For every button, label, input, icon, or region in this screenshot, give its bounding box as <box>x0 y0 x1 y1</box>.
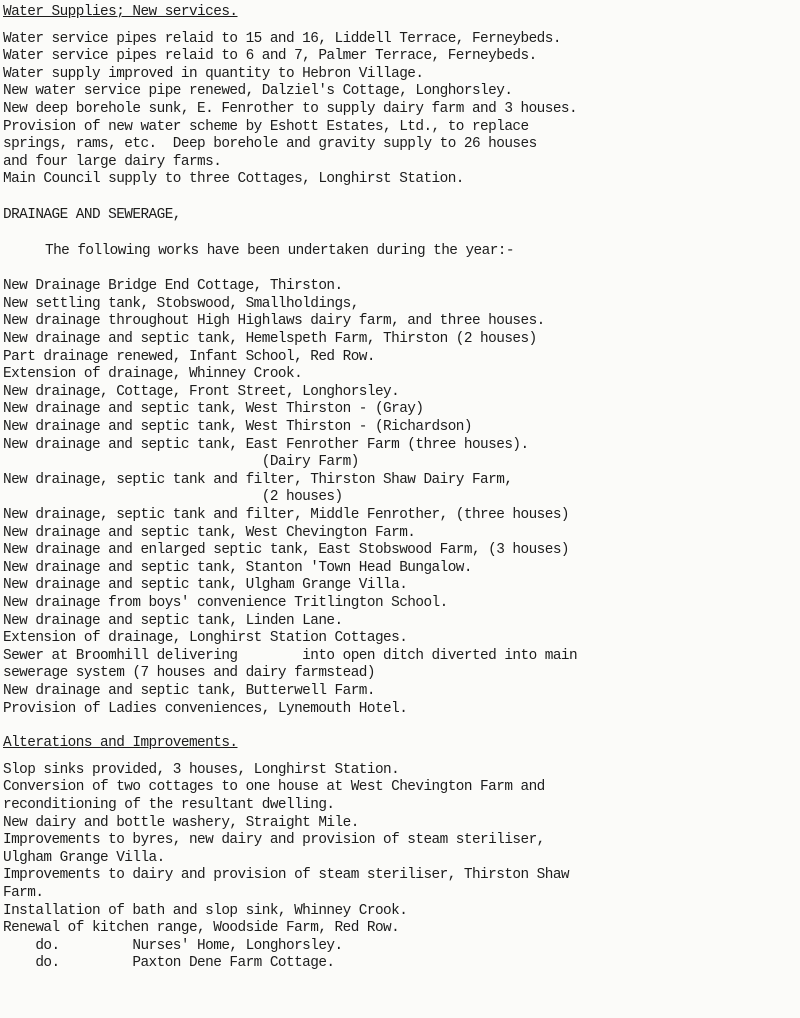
drainage-line: (2 houses) <box>3 489 343 506</box>
section-heading-water: Water Supplies; New services. <box>3 4 238 20</box>
drainage-line: New drainage, Cottage, Front Street, Longhorsley. <box>3 383 400 400</box>
water-line: New water service pipe renewed, Dalziel's Cottage, Longhorsley. <box>3 83 513 100</box>
water-line: Water service pipes relaid to 15 and 16, Liddell Terrace, Ferneybeds. <box>3 30 561 47</box>
drainage-line: New drainage and septic tank, Ulgham Grange Villa. <box>3 577 408 594</box>
water-line: Water supply improved in quantity to Hebron Village. <box>3 65 424 82</box>
drainage-line: New drainage throughout High Highlaws dairy farm, and three houses. <box>3 313 545 330</box>
drainage-line: Extension of drainage, Whinney Crook. <box>3 366 303 383</box>
alterations-line: Renewal of kitchen range, Woodside Farm, Red Row. <box>3 920 400 937</box>
drainage-line: New drainage and enlarged septic tank, East Stobswood Farm, (3 houses) <box>3 542 570 559</box>
alterations-line: Improvements to byres, new dairy and provision of steam steriliser, <box>3 832 545 849</box>
alterations-line: do. Nurses' Home, Longhorsley. <box>3 937 343 954</box>
drainage-line: New drainage and septic tank, East Fenrother Farm (three houses). <box>3 436 529 453</box>
drainage-line: New drainage and septic tank, Hemelspeth Farm, Thirston (2 houses) <box>3 331 537 347</box>
water-line: Provision of new water scheme by Eshott Estates, Ltd., to replace <box>3 118 529 135</box>
water-line: and four large dairy farms. <box>3 153 222 170</box>
water-line: Main Council supply to three Cottages, Longhirst Station. <box>3 171 464 188</box>
drainage-line: New drainage and septic tank, Butterwell Farm. <box>3 683 375 699</box>
drainage-line: New drainage, septic tank and filter, Thirston Shaw Dairy Farm, <box>3 471 513 488</box>
drainage-line: New drainage, septic tank and filter, Middle Fenrother, (three houses) <box>3 507 570 523</box>
water-line: springs, rams, etc. Deep borehole and gravity supply to 26 houses <box>3 136 537 153</box>
water-line: New deep borehole sunk, E. Fenrother to supply dairy farm and 3 houses. <box>3 101 578 117</box>
section-heading-alterations: Alterations and Improvements. <box>3 735 238 752</box>
alterations-line: do. Paxton Dene Farm Cottage. <box>3 955 335 972</box>
drainage-line: Extension of drainage, Longhirst Station Cottages. <box>3 630 408 647</box>
alterations-line: Installation of bath and slop sink, Whinney Crook. <box>3 902 408 919</box>
drainage-line: New drainage and septic tank, Stanton 'Town Head Bungalow. <box>3 559 472 576</box>
drainage-line: sewerage system (7 houses and dairy farmstead) <box>3 665 375 682</box>
drainage-line: New drainage and septic tank, West Thirston - (Gray) <box>3 401 424 418</box>
drainage-line: New drainage and septic tank, Linden Lane. <box>3 612 343 629</box>
drainage-line: New drainage and septic tank, West Thirston - (Richardson) <box>3 419 472 435</box>
drainage-line: Provision of Ladies conveniences, Lynemouth Hotel. <box>3 700 408 717</box>
drainage-line: Part drainage renewed, Infant School, Red Row. <box>3 348 375 365</box>
alterations-line: New dairy and bottle washery, Straight Mile. <box>3 814 359 831</box>
alterations-line: Improvements to dairy and provision of steam steriliser, Thirston Shaw <box>3 867 570 884</box>
drainage-line: Sewer at Broomhill delivering into open ditch diverted into main <box>3 647 578 664</box>
drainage-line: New drainage from boys' convenience Tritlington School. <box>3 595 448 611</box>
drainage-line: New Drainage Bridge End Cottage, Thirston. <box>3 278 343 295</box>
alterations-line: reconditioning of the resultant dwelling. <box>3 797 335 813</box>
drainage-line: New drainage and septic tank, West Chevington Farm. <box>3 524 416 541</box>
drainage-line: New settling tank, Stobswood, Smallholdings, <box>3 295 359 312</box>
alterations-line: Farm. <box>3 885 44 901</box>
drainage-line: (Dairy Farm) <box>3 454 359 471</box>
drainage-intro: The following works have been undertaken during the year:- <box>45 242 514 259</box>
alterations-line: Slop sinks provided, 3 houses, Longhirst Station. <box>3 761 400 778</box>
section-heading-drainage: DRAINAGE AND SEWERAGE, <box>3 207 181 223</box>
water-line: Water service pipes relaid to 6 and 7, Palmer Terrace, Ferneybeds. <box>3 48 537 65</box>
alterations-line: Conversion of two cottages to one house at West Chevington Farm and <box>3 779 545 796</box>
alterations-line: Ulgham Grange Villa. <box>3 849 165 866</box>
